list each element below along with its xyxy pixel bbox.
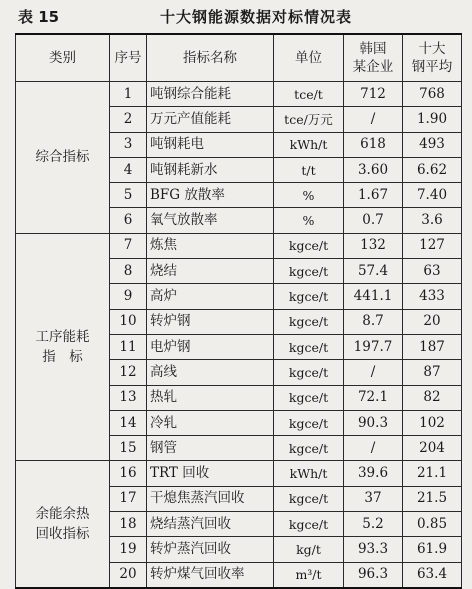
header-ten-line2: 钢平均	[411, 59, 453, 75]
category-label: 回收指标	[35, 526, 90, 543]
korea-value: 37	[344, 486, 403, 511]
category-label: 工序能耗	[35, 329, 90, 346]
header-row	[16, 34, 462, 82]
ten-average-value: 6.62	[403, 157, 462, 182]
ten-average-value: 127	[403, 233, 462, 258]
indicator-name: 干熄焦蒸汽回收	[147, 486, 274, 511]
unit-cell: kgce/t	[274, 512, 344, 537]
category-label: 综合指标	[35, 149, 90, 166]
indicator-name: BFG 放散率	[147, 183, 274, 208]
korea-value: 96.3	[344, 562, 403, 588]
korea-value: 3.60	[344, 157, 403, 182]
unit-cell: kWh/t	[274, 461, 344, 486]
row-number: 6	[110, 208, 147, 233]
unit-cell: %	[274, 208, 344, 233]
ten-average-value: 187	[403, 334, 462, 359]
header-ten-line1: 十大	[418, 41, 446, 57]
table-row	[16, 82, 462, 107]
row-number: 11	[110, 334, 147, 359]
korea-value: /	[344, 436, 403, 461]
header-ten	[403, 34, 462, 82]
table-caption	[0, 0, 472, 32]
korea-value: 197.7	[344, 334, 403, 359]
ten-average-value: 82	[403, 385, 462, 410]
unit-cell: kgce/t	[274, 284, 344, 309]
ten-average-value: 20	[403, 309, 462, 334]
korea-value: 39.6	[344, 461, 403, 486]
row-number: 14	[110, 410, 147, 435]
row-number: 17	[110, 486, 147, 511]
unit-cell: tce/t	[274, 82, 344, 107]
ten-average-value: 493	[403, 132, 462, 157]
unit-cell: kgce/t	[274, 410, 344, 435]
unit-cell: kgce/t	[274, 259, 344, 284]
indicator-name: 吨钢耗电	[147, 132, 274, 157]
ten-average-value: 21.1	[403, 461, 462, 486]
indicator-name: 冷轧	[147, 410, 274, 435]
header-korea-line1: 韩国	[359, 41, 387, 57]
row-number: 8	[110, 259, 147, 284]
indicator-name: 吨钢综合能耗	[147, 82, 274, 107]
unit-cell: kgce/t	[274, 385, 344, 410]
indicator-name: 热轧	[147, 385, 274, 410]
row-number: 13	[110, 385, 147, 410]
korea-value: 1.67	[344, 183, 403, 208]
row-number: 15	[110, 436, 147, 461]
unit-cell: t/t	[274, 157, 344, 182]
indicator-name: 烧结	[147, 259, 274, 284]
ten-average-value: 768	[403, 82, 462, 107]
unit-cell: kWh/t	[274, 132, 344, 157]
category-label: 指 标	[42, 349, 83, 366]
category-cell	[16, 82, 110, 234]
indicator-name: 烧结蒸汽回收	[147, 512, 274, 537]
header-korea-line2: 某企业	[352, 59, 394, 75]
ten-average-value: 3.6	[403, 208, 462, 233]
row-number: 2	[110, 107, 147, 132]
unit-cell: kgce/t	[274, 486, 344, 511]
header-korea	[344, 34, 403, 82]
row-number: 20	[110, 562, 147, 588]
unit-cell: kgce/t	[274, 309, 344, 334]
ten-average-value: 1.90	[403, 107, 462, 132]
header-name: 指标名称	[147, 34, 274, 82]
row-number: 12	[110, 360, 147, 385]
indicator-name: 高炉	[147, 284, 274, 309]
row-number: 9	[110, 284, 147, 309]
indicator-name: 万元产值能耗	[147, 107, 274, 132]
unit-cell: tce/万元	[274, 107, 344, 132]
korea-value: 712	[344, 82, 403, 107]
table-number: 表 15	[18, 8, 60, 26]
indicator-name: 炼焦	[147, 233, 274, 258]
indicator-name: 高线	[147, 360, 274, 385]
ten-average-value: 63	[403, 259, 462, 284]
korea-value: 132	[344, 233, 403, 258]
ten-average-value: 433	[403, 284, 462, 309]
ten-average-value: 204	[403, 436, 462, 461]
korea-value: 57.4	[344, 259, 403, 284]
korea-value: 0.7	[344, 208, 403, 233]
korea-value: 5.2	[344, 512, 403, 537]
korea-value: 72.1	[344, 385, 403, 410]
header-unit: 单位	[274, 34, 344, 82]
indicator-name: TRT 回收	[147, 461, 274, 486]
ten-average-value: 63.4	[403, 562, 462, 588]
indicator-name: 氧气放散率	[147, 208, 274, 233]
category-label: 余能余热	[35, 506, 90, 523]
indicator-name: 转炉钢	[147, 309, 274, 334]
unit-cell: kg/t	[274, 537, 344, 562]
korea-value: 93.3	[344, 537, 403, 562]
table-title: 十大钢能源数据对标情况表	[160, 8, 353, 26]
benchmark-table	[15, 33, 462, 589]
indicator-name: 转炉煤气回收率	[147, 562, 274, 588]
row-number: 5	[110, 183, 147, 208]
korea-value: 90.3	[344, 410, 403, 435]
unit-cell: kgce/t	[274, 360, 344, 385]
header-no: 序号	[110, 34, 147, 82]
unit-cell: kgce/t	[274, 436, 344, 461]
row-number: 16	[110, 461, 147, 486]
row-number: 7	[110, 233, 147, 258]
category-cell	[16, 233, 110, 461]
category-cell	[16, 461, 110, 588]
header-category: 类别	[16, 34, 110, 82]
ten-average-value: 102	[403, 410, 462, 435]
unit-cell: m³/t	[274, 562, 344, 588]
korea-value: 618	[344, 132, 403, 157]
table-row	[16, 461, 462, 486]
ten-average-value: 87	[403, 360, 462, 385]
unit-cell: kgce/t	[274, 233, 344, 258]
ten-average-value: 61.9	[403, 537, 462, 562]
unit-cell: %	[274, 183, 344, 208]
row-number: 3	[110, 132, 147, 157]
row-number: 10	[110, 309, 147, 334]
table-row	[16, 233, 462, 258]
korea-value: /	[344, 107, 403, 132]
unit-cell: kgce/t	[274, 334, 344, 359]
indicator-name: 转炉蒸汽回收	[147, 537, 274, 562]
korea-value: 441.1	[344, 284, 403, 309]
ten-average-value: 7.40	[403, 183, 462, 208]
row-number: 18	[110, 512, 147, 537]
korea-value: /	[344, 360, 403, 385]
row-number: 1	[110, 82, 147, 107]
indicator-name: 吨钢耗新水	[147, 157, 274, 182]
row-number: 19	[110, 537, 147, 562]
ten-average-value: 0.85	[403, 512, 462, 537]
indicator-name: 电炉钢	[147, 334, 274, 359]
korea-value: 8.7	[344, 309, 403, 334]
row-number: 4	[110, 157, 147, 182]
table-body	[16, 82, 462, 588]
ten-average-value: 21.5	[403, 486, 462, 511]
indicator-name: 钢管	[147, 436, 274, 461]
